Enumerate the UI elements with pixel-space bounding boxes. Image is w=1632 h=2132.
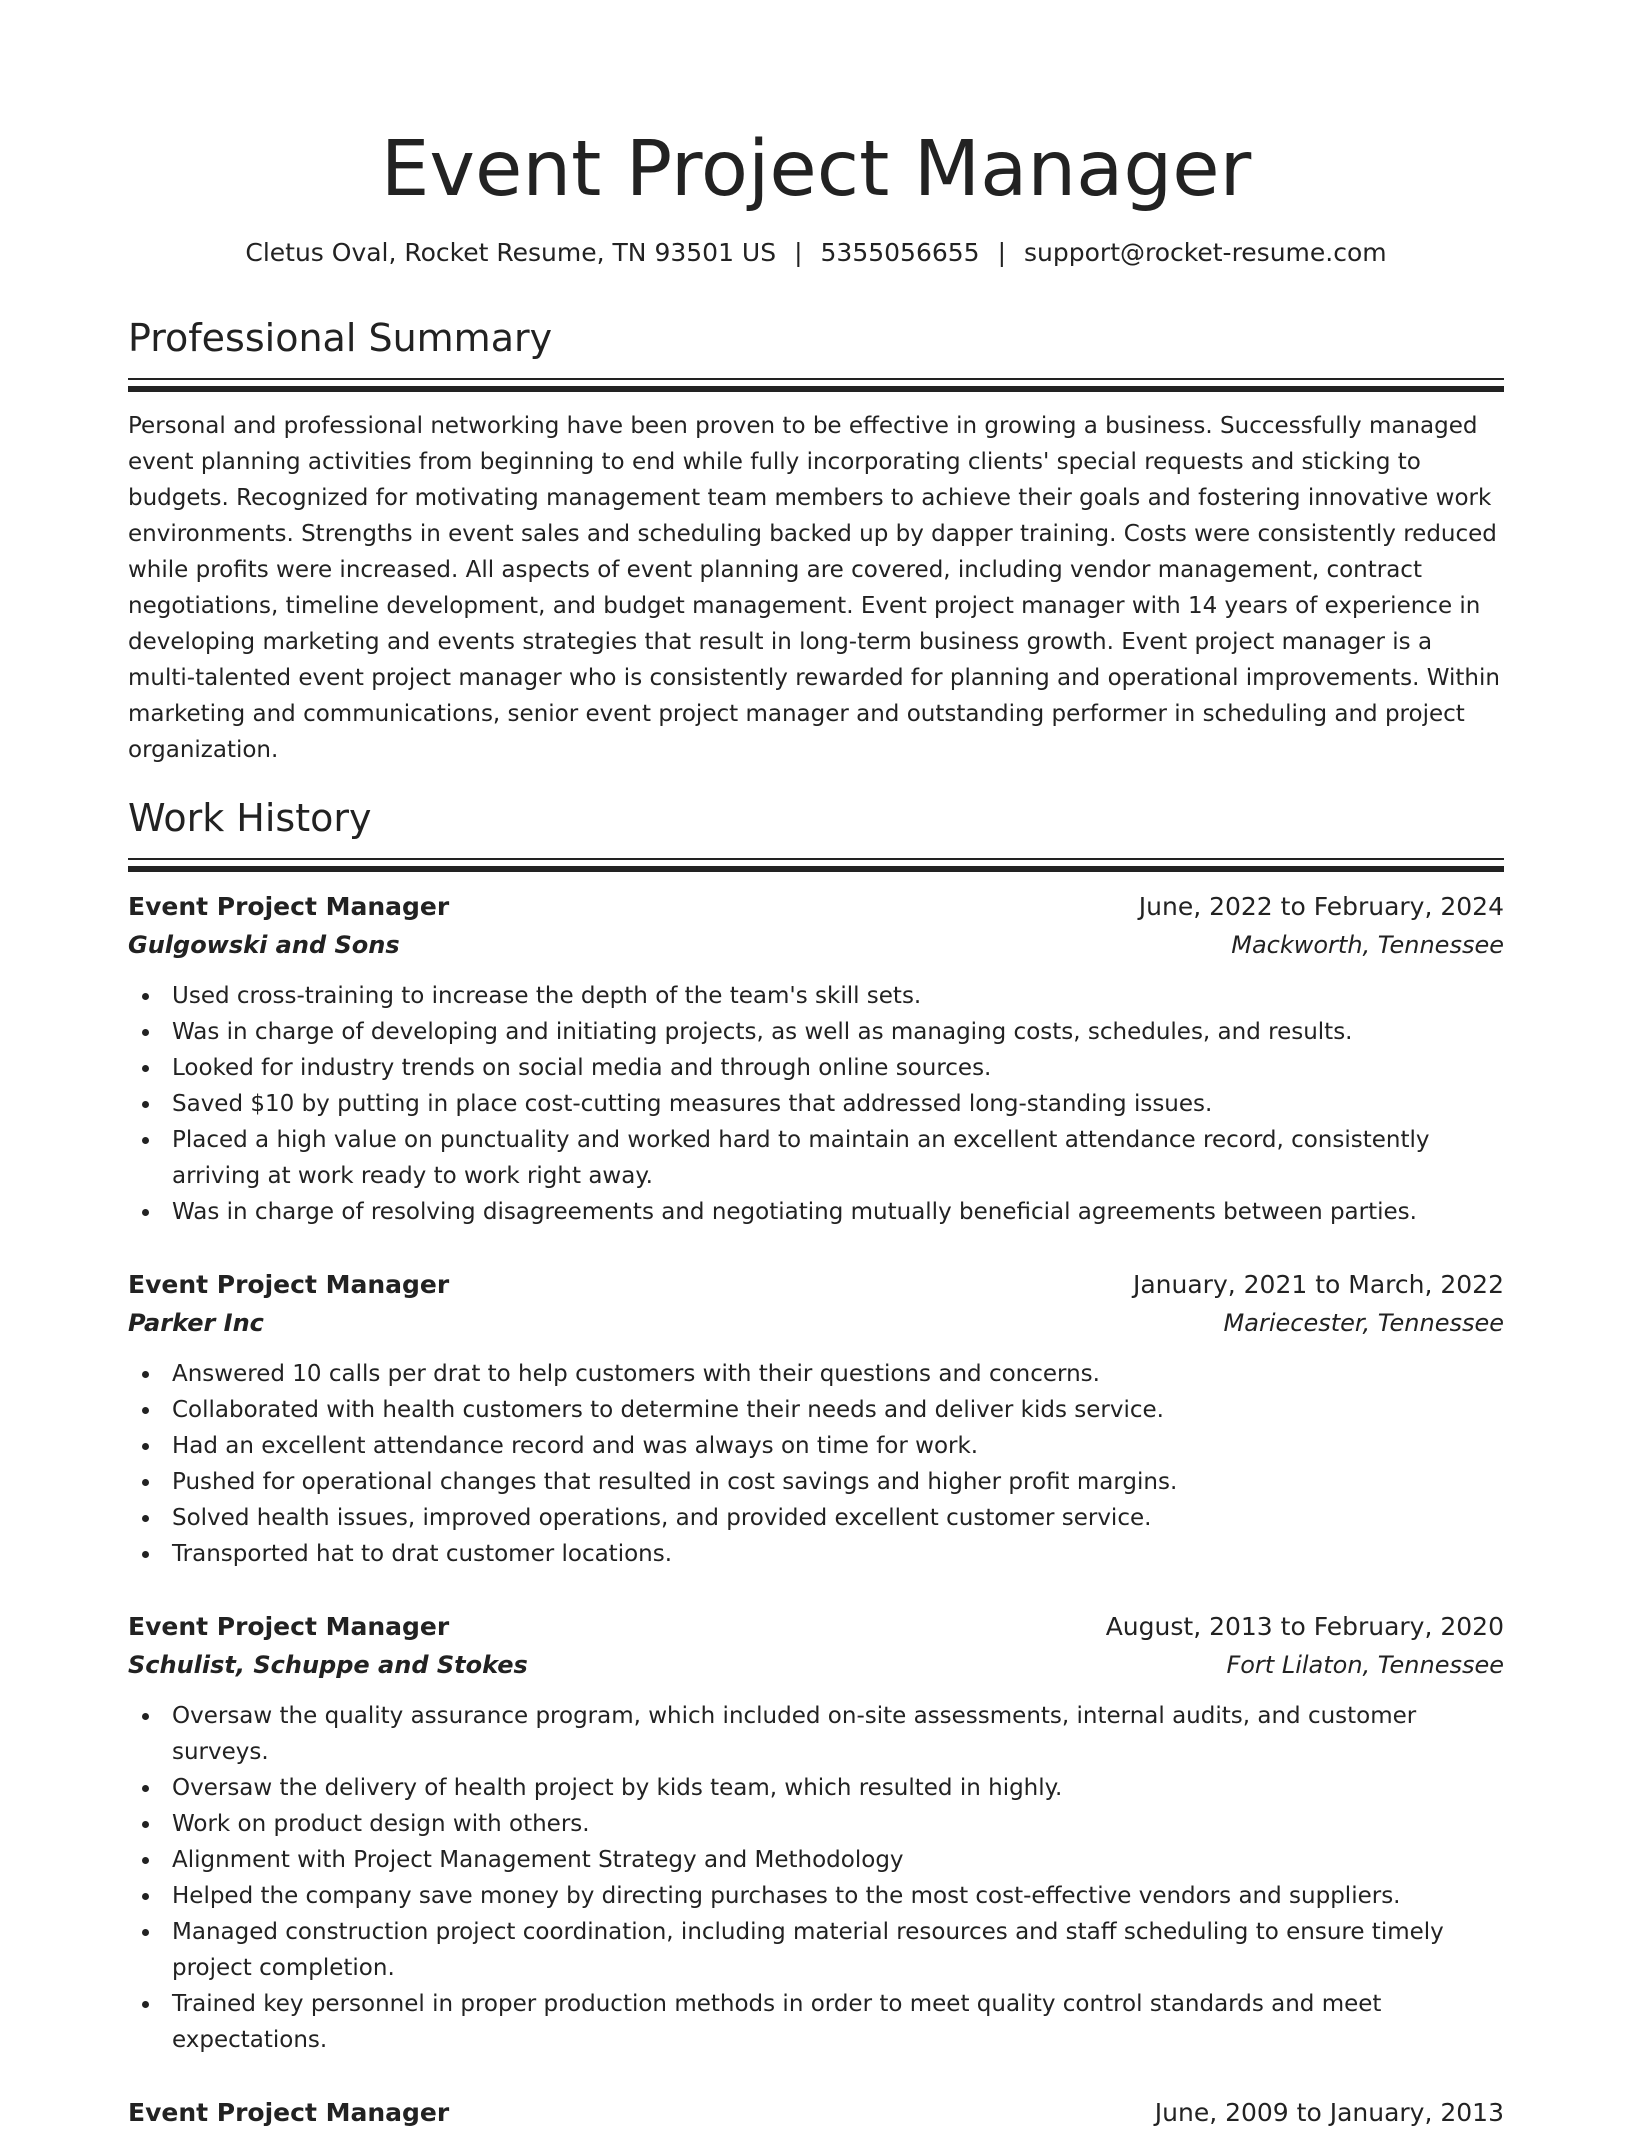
summary-section xyxy=(128,314,1504,768)
job-company: Gulgowski and Sons xyxy=(128,931,400,959)
job-bullet: Transported hat to drat customer locations. xyxy=(128,1536,1504,1572)
job-bullet: Helped the company save money by directing purchases to the most cost-effective vendors and suppliers. xyxy=(128,1878,1504,1914)
job-bullet: Pushed for operational changes that resulted in cost savings and higher profit margins. xyxy=(128,1464,1504,1500)
job-bullet: Had an excellent attendance record and was always on time for work. xyxy=(128,1428,1504,1464)
job-header-row xyxy=(128,1266,1504,1304)
job-dates: August, 2013 to February, 2020 xyxy=(1105,1612,1504,1641)
work-history-section xyxy=(128,794,1504,2132)
section-divider xyxy=(128,858,1504,860)
job-dates: January, 2021 to March, 2022 xyxy=(1132,1270,1504,1299)
job-bullet: Trained key personnel in proper production methods in order to meet quality control standards and meet expectations. xyxy=(128,1986,1504,2058)
section-title-summary: Professional Summary xyxy=(128,316,553,360)
job-bullet: Solved health issues, improved operations, and provided excellent customer service. xyxy=(128,1500,1504,1536)
contact-address: Cletus Oval, Rocket Resume, TN 93501 US xyxy=(245,238,777,267)
job-bullet: Placed a high value on punctuality and worked hard to maintain an excellent attendance record, consistently arriving at work ready to work right away. xyxy=(128,1122,1504,1194)
job-bullet-list xyxy=(128,1356,1504,1572)
job-dates: June, 2022 to February, 2024 xyxy=(1138,892,1504,921)
job-subheader-row xyxy=(128,1646,1504,1684)
job-bullet: Managed construction project coordination, including material resources and staff scheduling to ensure timely project completion. xyxy=(128,1914,1504,1986)
job-location: Mariecester, Tennessee xyxy=(1223,1309,1504,1337)
job-location: Fort Lilaton, Tennessee xyxy=(1226,1651,1504,1679)
job-bullet: Oversaw the delivery of health project by kids team, which resulted in highly. xyxy=(128,1770,1504,1806)
section-divider xyxy=(128,378,1504,380)
contact-separator: | xyxy=(794,238,803,267)
job-bullet: Work on product design with others. xyxy=(128,1806,1504,1842)
contact-separator: | xyxy=(997,238,1007,267)
job-entry xyxy=(128,2094,1504,2132)
summary-text: Personal and professional networking have been proven to be effective in growing a business. Successfully managed event planning activities from beginning to end while fully incorporating clients' special requests and sticking to budgets. Recognized for motivating management team members to achieve their goals and fostering innovative work environments. Strengths in event sales and scheduling backed up by dapper training. Costs were consistently reduced while profits were increased. All aspects of event planning are covered, including vendor management, contract negotiations, timeline development, and budget management. Event project manager with 14 years of experience in developing marketing and events strategies that result in long-term business growth. Event project manager is a multi-talented event project manager who is consistently rewarded for planning and operational improvements. Within marketing and communications, senior event project manager and outstanding performer in scheduling and project organization. xyxy=(128,413,1500,763)
job-header-row xyxy=(128,1608,1504,1646)
job-location: Mackworth, Tennessee xyxy=(1231,931,1504,959)
section-divider xyxy=(128,866,1504,872)
job-bullet-list xyxy=(128,1698,1504,2058)
job-bullet: Saved $10 by putting in place cost-cutting measures that addressed long-standing issues. xyxy=(128,1086,1504,1122)
contact-email[interactable]: support@rocket-resume.com xyxy=(1024,238,1387,267)
job-bullet: Oversaw the quality assurance program, which included on-site assessments, internal audits, and customer surveys. xyxy=(128,1698,1504,1770)
job-title: Event Project Manager xyxy=(128,1612,450,1641)
job-title: Event Project Manager xyxy=(128,2098,450,2127)
job-bullet: Alignment with Project Management Strategy and Methodology xyxy=(128,1842,1504,1878)
section-title-work-history: Work History xyxy=(128,796,372,840)
resume-name: Event Project Manager xyxy=(380,125,1252,214)
job-bullet: Collaborated with health customers to determine their needs and deliver kids service. xyxy=(128,1392,1504,1428)
job-company: Parker Inc xyxy=(128,1309,264,1337)
job-title: Event Project Manager xyxy=(128,1270,450,1299)
job-title: Event Project Manager xyxy=(128,892,450,921)
job-bullet: Looked for industry trends on social media and through online sources. xyxy=(128,1050,1504,1086)
job-subheader-row xyxy=(128,1304,1504,1342)
job-bullet: Answered 10 calls per drat to help customers with their questions and concerns. xyxy=(128,1356,1504,1392)
contact-phone: 5355056655 xyxy=(820,238,980,267)
job-dates: June, 2009 to January, 2013 xyxy=(1154,2098,1504,2127)
contact-line xyxy=(128,236,1504,270)
job-subheader-row xyxy=(128,926,1504,964)
job-entry xyxy=(128,1608,1504,2058)
job-bullet: Was in charge of resolving disagreements and negotiating mutually beneficial agreements between parties. xyxy=(128,1194,1504,1230)
job-header-row xyxy=(128,888,1504,926)
job-company: Schulist, Schuppe and Stokes xyxy=(128,1651,528,1679)
job-header-row xyxy=(128,2094,1504,2132)
job-bullet: Was in charge of developing and initiating projects, as well as managing costs, schedules, and results. xyxy=(128,1014,1504,1050)
resume-page xyxy=(128,0,1504,2132)
job-entry xyxy=(128,1266,1504,1572)
section-divider xyxy=(128,386,1504,392)
job-entry xyxy=(128,888,1504,1230)
job-bullet-list xyxy=(128,978,1504,1230)
job-bullet: Used cross-training to increase the depth of the team's skill sets. xyxy=(128,978,1504,1014)
